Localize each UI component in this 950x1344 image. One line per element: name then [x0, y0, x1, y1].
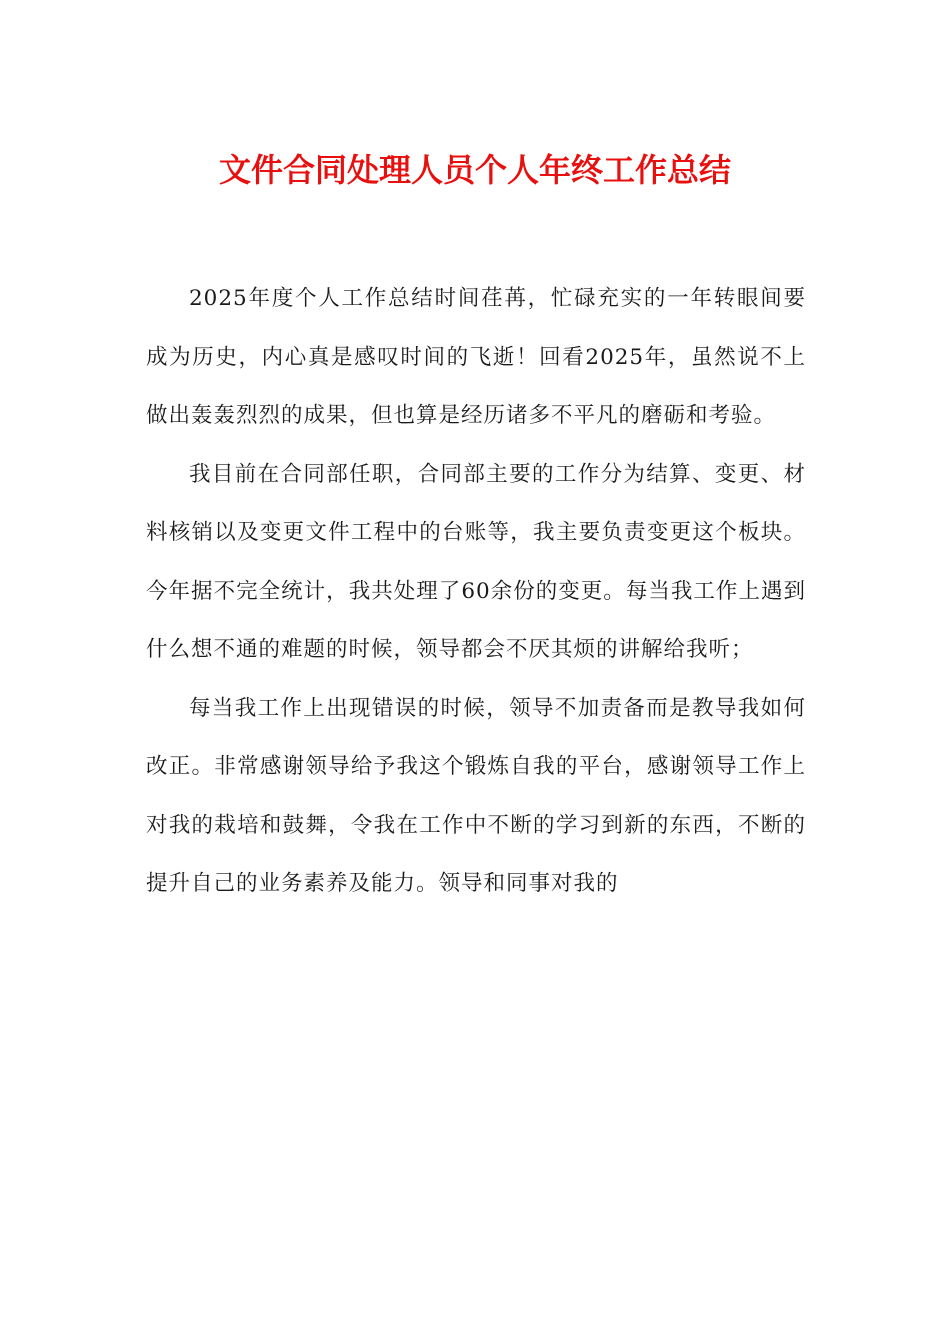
paragraph: 2025年度个人工作总结时间荏苒，忙碌充实的一年转眼间要成为历史，内心真是感叹时间的飞逝！回看2025年，虽然说不上做出轰轰烈烈的成果，但也算是经历诸多不平凡的磨砺和考验。 [146, 286, 806, 428]
document-title: 文件合同处理人员个人年终工作总结 [218, 151, 731, 189]
paragraph: 我目前在合同部任职，合同部主要的工作分为结算、变更、材料核销以及变更文件工程中的台账等，我主要负责变更这个板块。今年据不完全统计，我共处理了60余份的变更。每当我工作上遇到什么想不通的难题的时候，领导都会不厌其烦的讲解给我听； [146, 461, 806, 662]
document-body [146, 270, 806, 914]
paragraph: 每当我工作上出现错误的时候，领导不加责备而是教导我如何改正。非常感谢领导给予我这个锻炼自我的平台，感谢领导工作上对我的栽培和鼓舞，令我在工作中不断的学习到新的东西，不断的提升自己的业务素养及能力。领导和同事对我的 [146, 695, 806, 896]
